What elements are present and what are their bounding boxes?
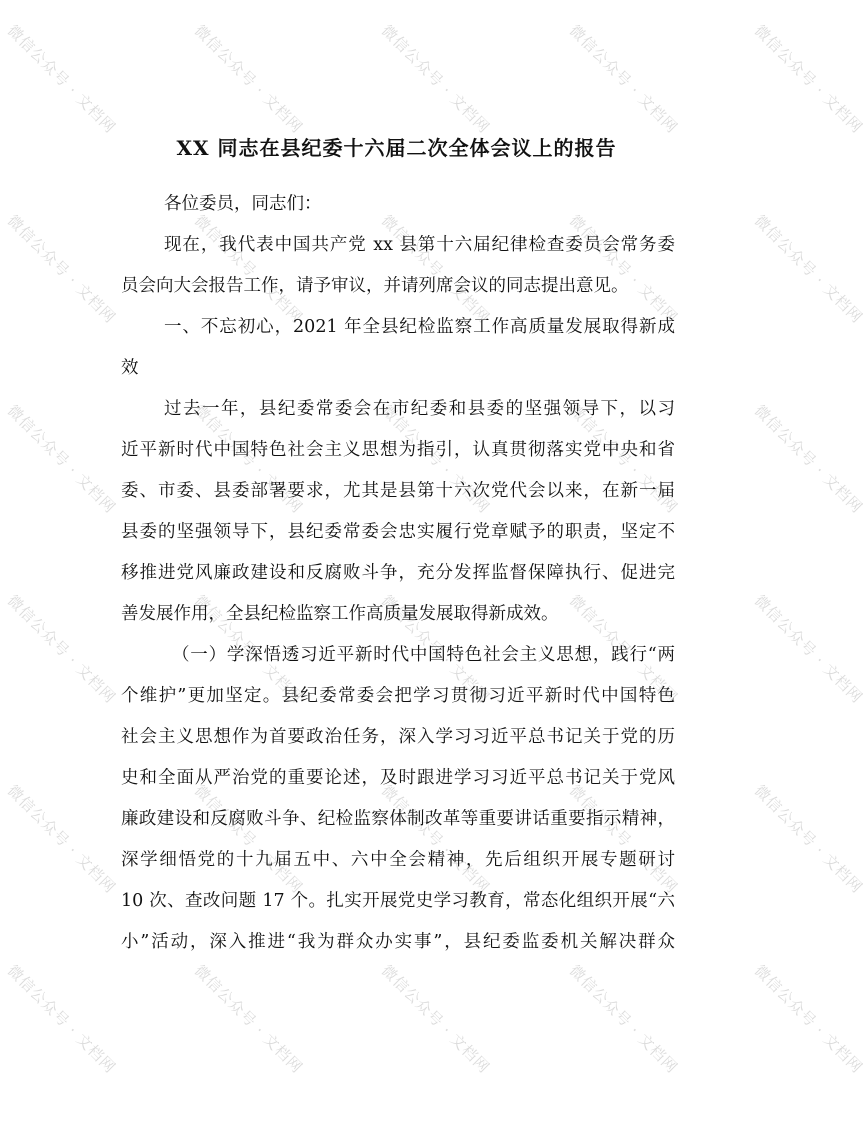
watermark: 微信公众号 · 文档网 [750, 401, 867, 517]
paragraph-line: 廉政建设和反腐败斗争、纪检监察体制改革等重要讲话重要指示精神， [121, 809, 675, 829]
watermark: 微信公众号 · 文档网 [377, 211, 494, 327]
paragraph-line: 深学细悟党的十九届五中、六中全会精神，先后组织开展专题研讨 [121, 850, 675, 870]
paragraph-line: 县委的坚强领导下，县纪委常委会忠实履行党章赋予的职责，坚定不 [121, 522, 675, 542]
watermark: 微信公众号 · 文档网 [565, 781, 682, 897]
paragraph-line: 近平新时代中国特色社会主义思想为指引，认真贯彻落实党中央和省 [121, 440, 675, 460]
watermark: 微信公众号 · 文档网 [750, 211, 867, 327]
watermark: 微信公众号 · 文档网 [377, 781, 494, 897]
paragraph-line: 员会向大会报告工作，请予审议，并请列席会议的同志提出意见。 [121, 276, 629, 296]
watermark: 微信公众号 · 文档网 [565, 591, 682, 707]
paragraph-line: 10 次、查改问题 17 个。扎实开展党史学习教育，常态化组织开展“六 [121, 891, 675, 911]
paragraph-line: 移推进党风廉政建设和反腐败斗争，充分发挥监督保障执行、促进完 [121, 563, 675, 583]
watermark: 微信公众号 · 文档网 [3, 781, 120, 897]
watermark: 微信公众号 · 文档网 [750, 781, 867, 897]
watermark: 微信公众号 · 文档网 [3, 961, 120, 1077]
watermark: 微信公众号 · 文档网 [750, 591, 867, 707]
paragraph-line: 委、市委、县委部署要求，尤其是县第十六次党代会以来，在新一届 [121, 481, 675, 501]
watermark: 微信公众号 · 文档网 [377, 591, 494, 707]
watermark: 微信公众号 · 文档网 [3, 401, 120, 517]
paragraph-line: 个维护”更加坚定。县纪委常委会把学习贯彻习近平新时代中国特色 [121, 686, 675, 706]
watermark: 微信公众号 · 文档网 [377, 21, 494, 137]
watermark: 微信公众号 · 文档网 [190, 591, 307, 707]
watermark: 微信公众号 · 文档网 [3, 211, 120, 327]
paragraph-line: 小”活动，深入推进“我为群众办实事”，县纪委监委机关解决群众 [121, 932, 675, 952]
paragraph-line: 史和全面从严治党的重要论述，及时跟进学习习近平总书记关于党风 [121, 768, 675, 788]
watermark: 微信公众号 · 文档网 [565, 961, 682, 1077]
paragraph-line: 现在，我代表中国共产党 xx 县第十六届纪律检查委员会常务委 [164, 235, 675, 255]
section-heading-line: 一、不忘初心，2021 年全县纪检监察工作高质量发展取得新成 [164, 317, 675, 337]
paragraph-line: 善发展作用，全县纪检监察工作高质量发展取得新成效。 [121, 604, 559, 624]
watermark: 微信公众号 · 文档网 [565, 401, 682, 517]
watermark: 微信公众号 · 文档网 [190, 21, 307, 137]
watermark: 微信公众号 · 文档网 [3, 21, 120, 137]
watermark: 微信公众号 · 文档网 [377, 401, 494, 517]
watermark: 微信公众号 · 文档网 [3, 591, 120, 707]
watermark: 微信公众号 · 文档网 [190, 401, 307, 517]
section-heading-line: 效 [121, 358, 139, 378]
watermark: 微信公众号 · 文档网 [377, 961, 494, 1077]
watermark: 微信公众号 · 文档网 [750, 21, 867, 137]
watermark: 微信公众号 · 文档网 [190, 211, 307, 327]
paragraph-line: 社会主义思想作为首要政治任务，深入学习习近平总书记关于党的历 [121, 727, 675, 747]
document-title: XX 同志在县纪委十六届二次全体会议上的报告 [176, 136, 617, 160]
paragraph-line: 过去一年，县纪委常委会在市纪委和县委的坚强领导下，以习 [164, 399, 675, 419]
watermark: 微信公众号 · 文档网 [190, 781, 307, 897]
watermark: 微信公众号 · 文档网 [565, 21, 682, 137]
watermark: 微信公众号 · 文档网 [190, 961, 307, 1077]
watermark: 微信公众号 · 文档网 [750, 961, 867, 1077]
salutation-line: 各位委员，同志们： [164, 194, 322, 214]
paragraph-line: （一）学深悟透习近平新时代中国特色社会主义思想，践行“两 [172, 645, 675, 665]
watermark: 微信公众号 · 文档网 [565, 211, 682, 327]
